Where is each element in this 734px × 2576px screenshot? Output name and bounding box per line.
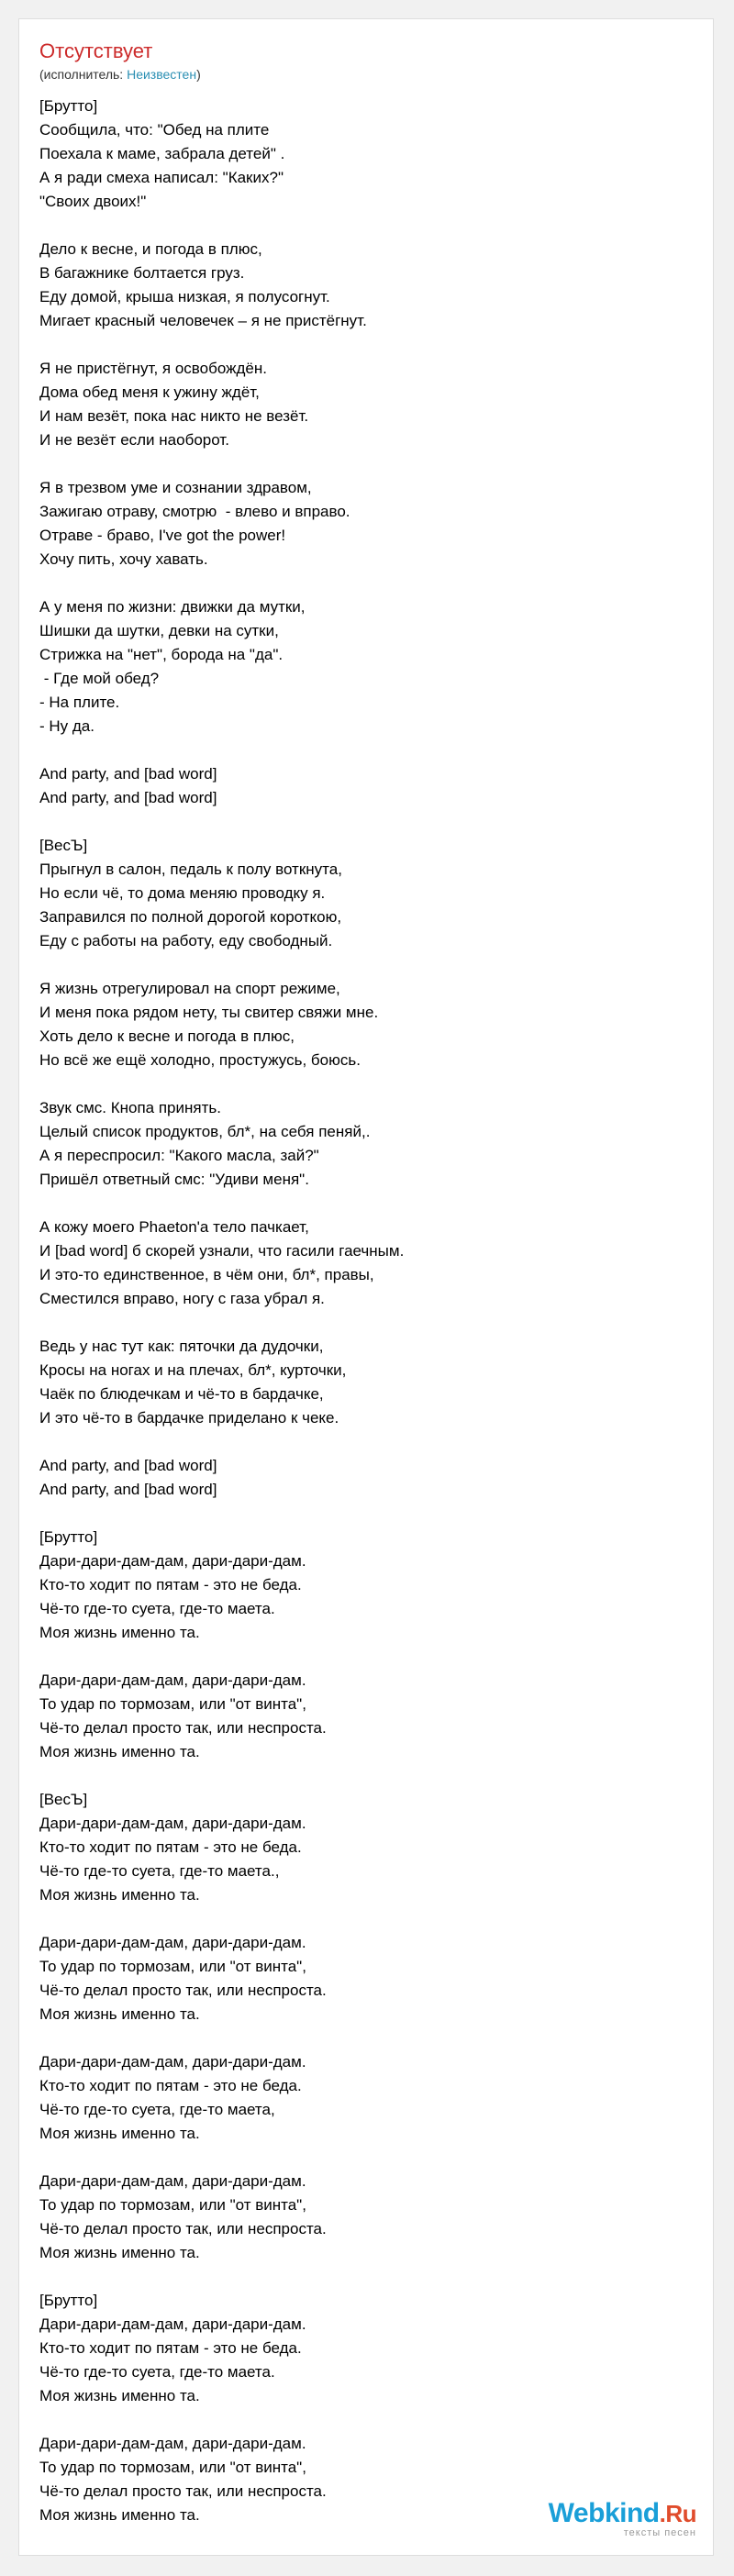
lyrics-line: Поехала к маме, забрала детей" .: [39, 145, 285, 162]
lyrics-line: Шишки да шутки, девки на сутки,: [39, 622, 279, 639]
lyrics-page: [18, 18, 714, 2556]
lyrics-line: То удар по тормозам, или "от винта",: [39, 1695, 306, 1713]
lyrics-line: Дело к весне, и погода в плюс,: [39, 240, 262, 258]
lyrics-line: Зажигаю отраву, смотрю - влево и вправо.: [39, 503, 350, 520]
lyrics-line: Кто-то ходит по пятам - это не беда.: [39, 2339, 302, 2357]
lyrics-stanza: [39, 1669, 700, 1764]
lyrics-line: Хоть дело к весне и погода в плюс,: [39, 1027, 295, 1045]
lyrics-line: Прыгнул в салон, педаль к полу воткнута,: [39, 861, 342, 878]
lyrics-line: Чё-то где-то суета, где-то маета.: [39, 1600, 275, 1617]
lyrics-line: И это-то единственное, в чём они, бл*, правы,: [39, 1266, 374, 1283]
site-logo[interactable]: [549, 2500, 696, 2538]
logo-tagline: тексты песен: [623, 2527, 696, 2538]
lyrics-line: Хочу пить, хочу хавать.: [39, 550, 208, 568]
lyrics-line: Чё-то где-то суета, где-то маета.,: [39, 1862, 280, 1880]
lyrics-line: Сообщила, что: "Обед на плите: [39, 121, 270, 139]
lyrics-line: Дари-дари-дам-дам, дари-дари-дам.: [39, 2172, 306, 2190]
lyrics-line: Дома обед меня к ужину ждёт,: [39, 383, 260, 401]
lyrics-stanza: [39, 834, 700, 953]
song-title: Отсутствует: [39, 39, 153, 62]
lyrics-line: Но всё же ещё холодно, простужусь, боюсь.: [39, 1051, 361, 1069]
lyrics-line: То удар по тормозам, или "от винта",: [39, 2459, 306, 2476]
lyrics-line: Ведь у нас тут как: пяточки да дудочки,: [39, 1338, 324, 1355]
lyrics-line: - На плите.: [39, 694, 120, 711]
lyrics-line: Чё-то делал просто так, или неспроста.: [39, 1982, 327, 1999]
lyrics-line: Чё-то где-то суета, где-то маета.: [39, 2363, 275, 2381]
artist-prefix: (исполнитель:: [39, 67, 128, 82]
lyrics-line: Моя жизнь именно та.: [39, 1624, 200, 1641]
lyrics-stanza: [39, 762, 700, 810]
lyrics-line: And party, and [bad word]: [39, 765, 217, 783]
logo-main-text: Webkind: [548, 2498, 660, 2528]
lyrics-line: "Своих двоих!": [39, 193, 147, 210]
artist-link[interactable]: Неизвестен: [127, 67, 197, 82]
lyrics-stanza: [39, 1335, 700, 1430]
lyrics-line: Чё-то делал просто так, или неспроста.: [39, 2220, 327, 2237]
lyrics-line: Чё-то где-то суета, где-то маета,: [39, 2101, 275, 2118]
lyrics-line: And party, and [bad word]: [39, 1481, 217, 1498]
lyrics-line: Сместился вправо, ногу с газа убрал я.: [39, 1290, 325, 1307]
lyrics-line: Дари-дари-дам-дам, дари-дари-дам.: [39, 1815, 306, 1832]
lyrics-stanza: [39, 1526, 700, 1645]
lyrics-line: [Брутто]: [39, 1528, 98, 1546]
lyrics-line: Дари-дари-дам-дам, дари-дари-дам.: [39, 2435, 306, 2452]
lyrics-line: [Брутто]: [39, 97, 98, 115]
lyrics-line: А кожу моего Phaeton'a тело пачкает,: [39, 1218, 309, 1236]
lyrics-line: А у меня по жизни: движки да мутки,: [39, 598, 306, 616]
lyrics-line: [ВесЪ]: [39, 837, 88, 854]
lyrics-line: Кто-то ходит по пятам - это не беда.: [39, 1838, 302, 1856]
lyrics-line: Еду с работы на работу, еду свободный.: [39, 932, 333, 949]
lyrics-line: Целый список продуктов, бл*, на себя пеняй,.: [39, 1123, 371, 1140]
lyrics-line: Моя жизнь именно та.: [39, 2125, 200, 2142]
lyrics-line: Заправился по полной дорогой короткою,: [39, 908, 342, 926]
lyrics-line: Еду домой, крыша низкая, я полусогнут.: [39, 288, 330, 305]
lyrics-line: Я жизнь отрегулировал на спорт режиме,: [39, 980, 340, 997]
lyrics-stanza: [39, 2289, 700, 2408]
lyrics-line: Стрижка на "нет", борода на "да".: [39, 646, 284, 663]
lyrics-line: И [bad word] б скорей узнали, что гасили гаечным.: [39, 1242, 405, 1260]
lyrics-line: И нам везёт, пока нас никто не везёт.: [39, 407, 309, 425]
lyrics-line: And party, and [bad word]: [39, 789, 217, 806]
lyrics-line: Моя жизнь именно та.: [39, 2506, 200, 2524]
lyrics-line: Дари-дари-дам-дам, дари-дари-дам.: [39, 2315, 306, 2333]
lyrics-stanza: [39, 476, 700, 572]
lyrics-stanza: [39, 357, 700, 452]
artist-suffix: ): [196, 67, 201, 82]
lyrics-line: Моя жизнь именно та.: [39, 1886, 200, 1904]
lyrics-stanza: [39, 1931, 700, 2026]
lyrics-line: Моя жизнь именно та.: [39, 2005, 200, 2023]
lyrics-stanza: [39, 595, 700, 738]
lyrics-line: Кто-то ходит по пятам - это не беда.: [39, 2077, 302, 2094]
lyrics-line: Звук смс. Кнопа принять.: [39, 1099, 221, 1116]
lyrics-line: То удар по тормозам, или "от винта",: [39, 2196, 306, 2214]
lyrics-line: Чё-то делал просто так, или неспроста.: [39, 2482, 327, 2500]
lyrics-stanza: [39, 2170, 700, 2265]
lyrics-line: [ВесЪ]: [39, 1791, 88, 1808]
logo-tld: .Ru: [659, 2500, 696, 2527]
lyrics-line: - Где мой обед?: [39, 670, 160, 687]
lyrics-line: Я в трезвом уме и сознании здравом,: [39, 479, 312, 496]
lyrics-line: Дари-дари-дам-дам, дари-дари-дам.: [39, 1934, 306, 1951]
lyrics-line: Отраве - браво, I've got the power!: [39, 527, 286, 544]
lyrics-line: Кросы на ногах и на плечах, бл*, курточки,: [39, 1361, 347, 1379]
lyrics-line: А я переспросил: "Какого масла, зай?": [39, 1147, 319, 1164]
lyrics-line: Моя жизнь именно та.: [39, 2244, 200, 2261]
lyrics-line: Моя жизнь именно та.: [39, 1743, 200, 1760]
lyrics-line: Чаёк по блюдечкам и чё-то в бардачке,: [39, 1385, 324, 1403]
lyrics-line: Дари-дари-дам-дам, дари-дари-дам.: [39, 1671, 306, 1689]
logo-wordmark: [549, 2500, 696, 2527]
lyrics-line: Я не пристёгнут, я освобождён.: [39, 360, 267, 377]
lyrics-line: Пришёл ответный смс: "Удиви меня".: [39, 1171, 309, 1188]
lyrics-line: [Брутто]: [39, 2292, 98, 2309]
lyrics-stanza: [39, 977, 700, 1072]
lyrics-stanza: [39, 94, 700, 214]
lyrics-line: Мигает красный человечек – я не пристёгнут.: [39, 312, 367, 329]
lyrics-line: И это чё-то в бардачке приделано к чеке.: [39, 1409, 339, 1427]
lyrics-line: Моя жизнь именно та.: [39, 2387, 200, 2404]
lyrics-line: Дари-дари-дам-дам, дари-дари-дам.: [39, 2053, 306, 2071]
lyrics-line: А я ради смеха написал: "Каких?": [39, 169, 284, 186]
lyrics-line: И меня пока рядом нету, ты свитер свяжи мне.: [39, 1004, 379, 1021]
lyrics-line: Но если чё, то дома меняю проводку я.: [39, 884, 326, 902]
lyrics-stanza: [39, 1216, 700, 1311]
lyrics-stanza: [39, 1096, 700, 1192]
lyrics-line: И не везёт если наоборот.: [39, 431, 229, 449]
lyrics-text: [39, 94, 700, 2551]
lyrics-line: В багажнике болтается груз.: [39, 264, 245, 282]
lyrics-stanza: [39, 2050, 700, 2146]
lyrics-line: Дари-дари-дам-дам, дари-дари-дам.: [39, 1552, 306, 1570]
lyrics-line: Чё-то делал просто так, или неспроста.: [39, 1719, 327, 1737]
lyrics-stanza: [39, 1454, 700, 1502]
lyrics-line: Кто-то ходит по пятам - это не беда.: [39, 1576, 302, 1593]
lyrics-stanza: [39, 1788, 700, 1907]
artist-line: [39, 67, 201, 82]
lyrics-line: - Ну да.: [39, 717, 95, 735]
lyrics-line: То удар по тормозам, или "от винта",: [39, 1958, 306, 1975]
lyrics-line: And party, and [bad word]: [39, 1457, 217, 1474]
lyrics-stanza: [39, 238, 700, 333]
